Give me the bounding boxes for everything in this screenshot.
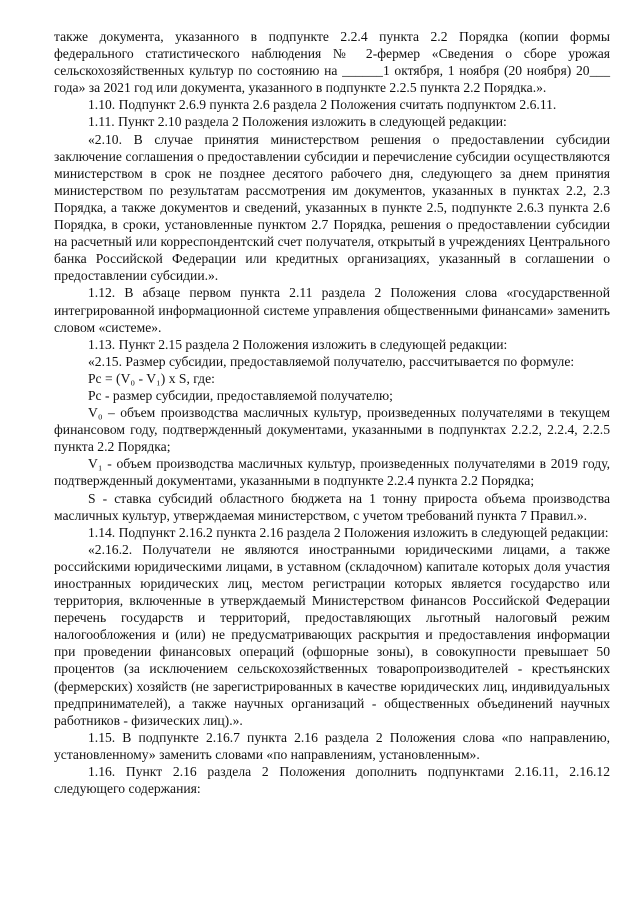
paragraph-1-12: 1.12. В абзаце первом пункта 2.11 раздела 2 Положения слова «государственной интегрированной информационной системе управления общественными финансами» заменить словом «системе». — [54, 285, 610, 335]
paragraph-1-14: 1.14. Подпункт 2.16.2 пункта 2.16 раздела 2 Положения изложить в следующей редакции: — [88, 524, 609, 540]
paragraph-2-15-text: «2.15. Размер субсидии, предоставляемой получателю, рассчитывается по формуле: — [88, 353, 575, 369]
paragraph-2-16-2-text: «2.16.2. Получатели не являются иностранными юридическими лицами, а также российскими юридическими лицами, в уставном (складочном) капитале которых доля участия иностранных юридических лиц, местом регистрации которых является государство или территория, включенные в утверждаемый Министерством финансов Российской Федерации перечень государств и территорий, предоставляющих льготный налоговый режим налогообложения и (или) не предусматривающих раскрытия и предоставления информации при проведении финансовых операций (офшорные зоны), в совокупности превышает 50 процентов (за исключением сельскохозяйственных товаропроизводителей - крестьянских (фермерских) хозяйств (не зарегистрированных в качестве юридических лиц, индивидуальных предпринимателей), а также научных организаций - общественных объединений научных работников - физических лиц).». — [54, 541, 610, 728]
paragraph-1-16: 1.16. Пункт 2.16 раздела 2 Положения дополнить подпунктами 2.16.11, 2.16.12 следующего содержания: — [54, 764, 610, 797]
formula-def-v1: V₁ - объем производства масличных культур, произведенных получателями в 2019 году, подтвержденный документами, указанными в подпункте 2.2.4 пункта 2.2 Порядка; — [54, 456, 610, 489]
formula-def-v0: V₀ – объем производства масличных культур, произведенных получателями в текущем финансовом году, подтвержденный документами, указанными в подпунктах 2.2.2, 2.2.4, 2.2.5 пункта 2.2 Порядка; — [54, 405, 610, 455]
paragraph-1-15: 1.15. В подпункте 2.16.7 пункта 2.16 раздела 2 Положения слова «по направлению, установленному» заменить словами «по направлениям, установленным». — [54, 729, 610, 762]
paragraph-1-10: 1.10. Подпункт 2.6.9 пункта 2.6 раздела 2 Положения считать подпунктом 2.6.11. — [88, 97, 557, 113]
formula: Рс = (V₀ - V₁) x S, где: — [88, 370, 215, 386]
paragraph-2-10-text: «2.10. В случае принятия министерством решения о предоставлении субсидии заключение соглашения о предоставлении субсидии и перечисление субсидии осуществляются министерством в срок не позднее десятого рабочего дня, следующего за днем принятия министерством по результатам рассмотрения им документов, указанных в пунктах 2.2, 2.3 Порядка, а также документов и сведений, указанных в пункте 2.5, подпункте 2.6.3 пункта 2.6 Порядка, в сроки, установленные пунктом 2.7 Порядка, решения о предоставлении субсидии на расчетный или корреспондентский счет получателя, открытый в учреждениях Центрального банка Российской Федерации или кредитных организациях, указанный в соглашении о предоставлении субсидии.». — [54, 131, 610, 284]
paragraph-1-11: 1.11. Пункт 2.10 раздела 2 Положения изложить в следующей редакции: — [88, 114, 507, 130]
formula-def-s: S - ставка субсидий областного бюджета на 1 тонну прироста объема производства масличных культур, утверждаемая министерством, с учетом требований пункта 7 Правил.». — [54, 490, 610, 523]
paragraph-continuation: также документа, указанного в подпункте 2.2.4 пункта 2.2 Порядка (копии формы федерального статистического наблюдения № 2-фермер «Сведения о сборе урожая сельскохозяйственных культур по состоянию на ______1 октября, 1 ноября (20 ноября) 20___ года» за 2021 год или документа, указанного в подпункте 2.2.5 пункта 2.2 Порядка.». — [54, 29, 610, 96]
paragraph-1-13: 1.13. Пункт 2.15 раздела 2 Положения изложить в следующей редакции: — [88, 336, 508, 352]
formula-def-pc: Рс - размер субсидии, предоставляемой получателю; — [88, 387, 393, 403]
